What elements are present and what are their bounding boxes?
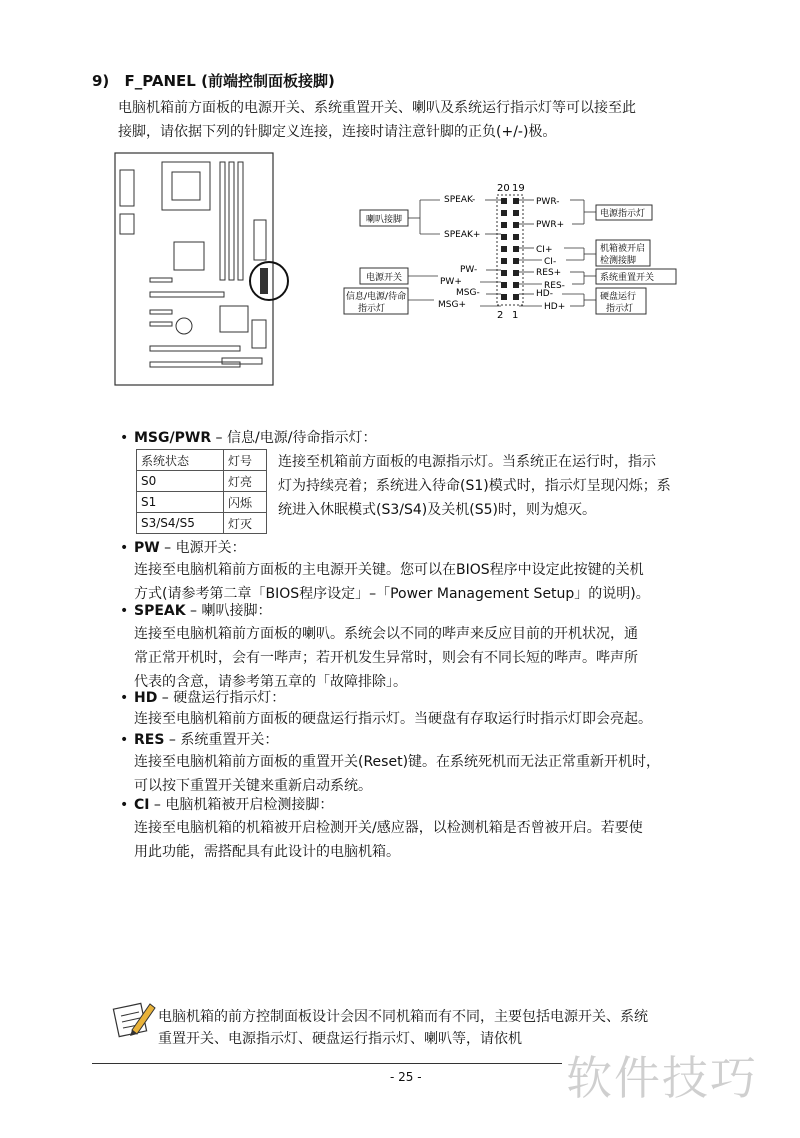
hd-description xyxy=(134,707,714,731)
text-line: 连接至电脑机箱前方面板的喇叭。系统会以不同的哔声来反应目前的开机状况，通 xyxy=(134,626,638,642)
table-cell: 灯号 xyxy=(224,450,267,471)
bullet-speak xyxy=(120,600,272,622)
pin-label: MSG+ xyxy=(438,300,466,310)
table-cell: 灯灭 xyxy=(224,513,267,534)
table-cell: 闪烁 xyxy=(224,492,267,513)
box-label: 信息/电源/待命 xyxy=(346,292,407,302)
box-label: 检测接脚 xyxy=(600,256,637,266)
pin-label: SPEAK- xyxy=(444,195,476,205)
box-label: 指示灯 xyxy=(358,304,386,314)
motherboard-illustration xyxy=(112,150,302,390)
intro-line: 接脚，请依据下列的针脚定义连接，连接时请注意针脚的正负(+/-)极。 xyxy=(118,124,557,140)
pin-label: PW- xyxy=(460,265,478,275)
bullet-msg-pwr xyxy=(120,427,377,449)
bullet-key: MSG/PWR xyxy=(134,430,212,446)
bullet-key: SPEAK xyxy=(134,603,186,619)
bullet-dot: • xyxy=(120,430,129,446)
table-row xyxy=(137,492,267,513)
footer-divider xyxy=(92,1063,562,1064)
pin-label: PWR- xyxy=(536,197,560,207)
table-cell: S3/S4/S5 xyxy=(137,513,224,534)
pin-label: RES+ xyxy=(536,268,562,278)
text-line: 用此功能，需搭配具有此设计的电脑机箱。 xyxy=(134,844,400,860)
bullet-key: CI xyxy=(134,797,150,813)
pin-label: PWR+ xyxy=(536,220,565,230)
table-row xyxy=(137,513,267,534)
pin-header xyxy=(497,195,523,305)
bullet-key: HD xyxy=(134,690,158,706)
bullet-desc: – 喇叭接脚： xyxy=(185,603,272,619)
note-pencil-icon xyxy=(112,998,156,1038)
text-line: 连接至电脑机箱前方面板的重置开关(Reset)键。在系统死机而无法正常重新开机时， xyxy=(134,754,661,770)
section-heading: F_PANEL (前端控制面板接脚) xyxy=(124,72,335,90)
speak-description xyxy=(134,622,714,694)
bullet-dot: • xyxy=(120,540,129,556)
box-label: 指示灯 xyxy=(606,304,634,314)
msg-description xyxy=(278,450,714,522)
text-line: 常正常开机时，会有一哔声；若开机发生异常时，则会有不同长短的哔声。哔声所 xyxy=(134,650,638,666)
box-label: 系统重置开关 xyxy=(600,273,655,283)
bullet-dot: • xyxy=(120,603,129,619)
box-label: 喇叭接脚 xyxy=(366,215,403,225)
text-line: 方式(请参考第二章「BIOS程序设定」–「Power Management Setup」的说明)。 xyxy=(134,586,650,602)
pin-label: PW+ xyxy=(440,277,462,287)
pin-label: 2 xyxy=(497,310,504,321)
table-cell: 灯亮 xyxy=(224,471,267,492)
f-panel-header xyxy=(260,268,268,294)
pin-label: HD+ xyxy=(544,302,566,312)
bullet-desc: – 系统重置开关： xyxy=(164,732,279,748)
pin-label: CI+ xyxy=(536,245,553,255)
res-description xyxy=(134,750,714,798)
pin-label: RES- xyxy=(544,281,565,291)
pin-label: 20 xyxy=(497,183,510,194)
bullet-pw xyxy=(120,537,246,559)
text-line: 连接至电脑机箱的机箱被开启检测开关/感应器，以检测机箱是否曾被开启。若要使 xyxy=(134,820,643,836)
text-line: 连接至机箱前方面板的电源指示灯。当系统正在运行时，指示 xyxy=(278,454,656,470)
bullet-desc: – 信息/电源/待命指示灯： xyxy=(211,430,377,446)
box-label: 电源开关 xyxy=(366,273,403,283)
box-label: 电源指示灯 xyxy=(600,209,646,219)
text-line: 灯为持续亮着；系统进入待命(S1)模式时，指示灯呈现闪烁；系 xyxy=(278,478,671,494)
text-line: 连接至电脑机箱前方面板的硬盘运行指示灯。当硬盘有存取运行时指示灯即会亮起。 xyxy=(134,711,652,727)
page-number: - 25 - xyxy=(390,1070,422,1084)
bullet-res xyxy=(120,729,279,751)
bullet-ci xyxy=(120,794,334,816)
bullet-dot: • xyxy=(120,797,129,813)
box-label: 硬盘运行 xyxy=(600,292,637,302)
text-line: 统进入休眠模式(S3/S4)及关机(S5)时，则为熄灭。 xyxy=(278,502,596,518)
text-line: 可以按下重置开关键来重新启动系统。 xyxy=(134,778,372,794)
section-title xyxy=(92,70,335,91)
pin-label: 1 xyxy=(512,310,519,321)
note-line: 重置开关、电源指示灯、硬盘运行指示灯、喇叭等，请依机 xyxy=(158,1031,522,1047)
bullet-hd xyxy=(120,687,286,709)
note-line: 电脑机箱的前方控制面板设计会因不同机箱而有不同，主要包括电源开关、系统 xyxy=(158,1009,648,1025)
table-row xyxy=(137,471,267,492)
intro-line: 电脑机箱前方面板的电源开关、系统重置开关、喇叭及系统运行指示灯等可以接至此 xyxy=(118,100,636,116)
bullet-key: RES xyxy=(134,732,165,748)
pw-description xyxy=(134,558,714,606)
section-number: 9) xyxy=(92,72,110,90)
bullet-desc: – 电源开关： xyxy=(159,540,246,556)
bullet-key: PW xyxy=(134,540,160,556)
text-line: 连接至电脑机箱前方面板的主电源开关键。您可以在BIOS程序中设定此按键的关机 xyxy=(134,562,644,578)
table-cell: 系统状态 xyxy=(137,450,224,471)
bullet-desc: – 电脑机箱被开启检测接脚： xyxy=(149,797,334,813)
board-outline xyxy=(115,153,273,385)
pin-label: SPEAK+ xyxy=(444,230,481,240)
table-cell: S1 xyxy=(137,492,224,513)
intro-paragraph xyxy=(118,96,718,144)
table-cell: S0 xyxy=(137,471,224,492)
bullet-desc: – 硬盘运行指示灯： xyxy=(157,690,286,706)
bullet-dot: • xyxy=(120,732,129,748)
table-row xyxy=(137,450,267,471)
f-panel-pinout-diagram xyxy=(340,178,690,323)
box-label: 机箱被开启 xyxy=(600,244,646,254)
text-line: 代表的含意，请参考第五章的「故障排除」。 xyxy=(134,674,407,690)
pin-label: CI- xyxy=(544,257,557,267)
pin-label: HD- xyxy=(536,289,553,299)
led-state-table xyxy=(136,449,267,534)
pin-label: MSG- xyxy=(456,288,480,298)
watermark: 软件技巧 xyxy=(566,1051,758,1105)
ci-description xyxy=(134,816,714,864)
pin-label: 19 xyxy=(512,183,525,194)
bullet-dot: • xyxy=(120,690,129,706)
